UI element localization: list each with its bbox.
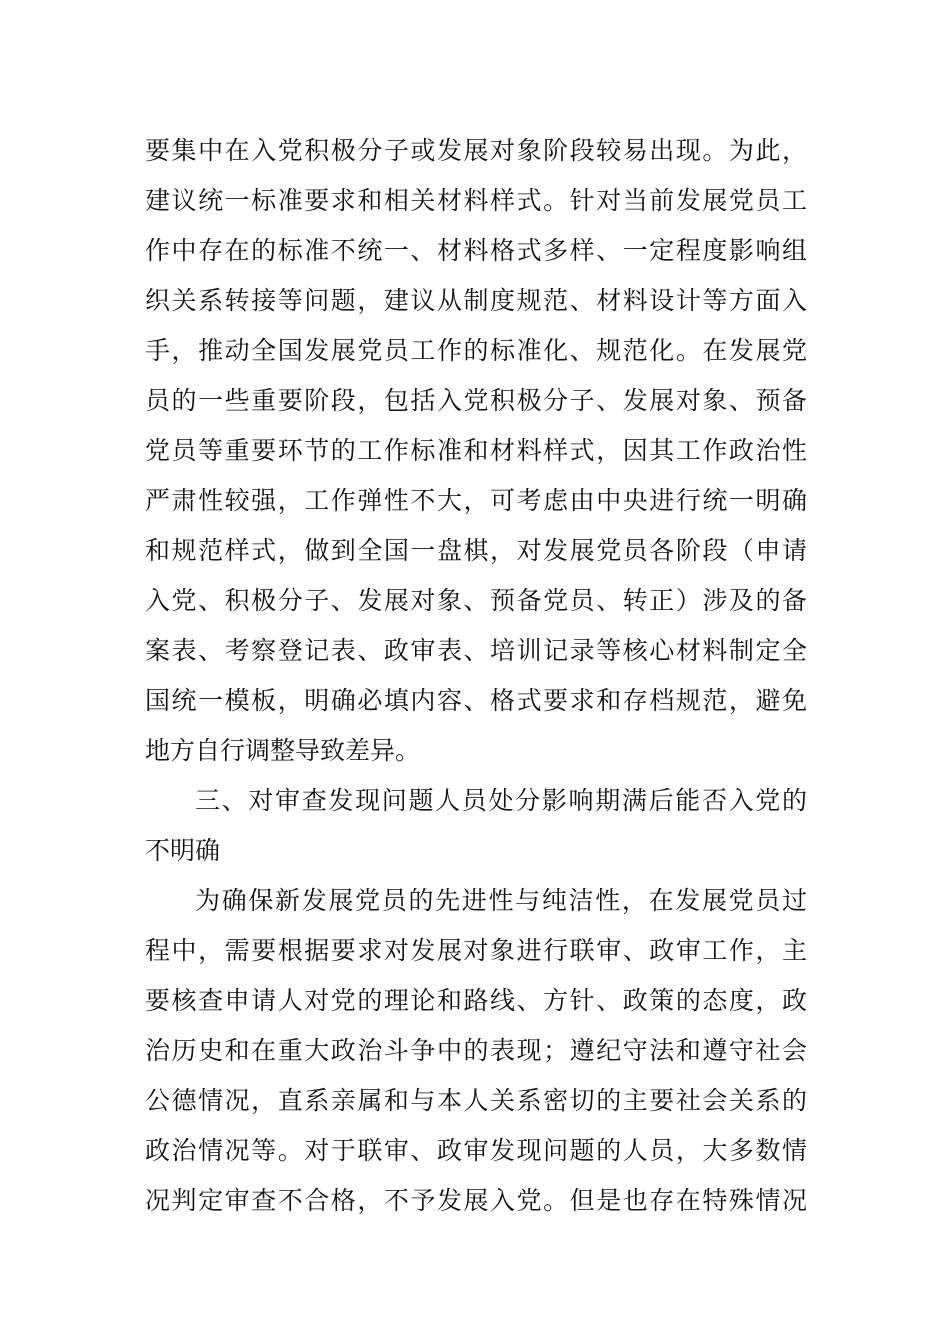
- text-line: 地方自行调整导致差异。: [145, 736, 421, 765]
- text-line: 手，推动全国发展党员工作的标准化、规范化。在发展党: [145, 336, 807, 365]
- text-line: 程中，需要根据要求对发展对象进行联审、政审工作，主: [145, 936, 807, 965]
- paragraph-start: 为确保新发展党员的先进性与纯洁性，在发展党员过: [195, 886, 807, 915]
- text-line: 作中存在的标准不统一、材料格式多样、一定程度影响组: [145, 236, 807, 265]
- text-line: 要核查申请人对党的理论和路线、方针、政策的态度，政: [145, 986, 807, 1015]
- text-line: 和规范样式，做到全国一盘棋，对发展党员各阶段（申请: [145, 536, 807, 565]
- text-line: 治历史和在重大政治斗争中的表现；遵纪守法和遵守社会: [145, 1036, 807, 1065]
- text-line: 建议统一标准要求和相关材料样式。针对当前发展党员工: [145, 186, 807, 215]
- text-line: 况判定审查不合格，不予发展入党。但是也存在特殊情况: [145, 1186, 807, 1215]
- text-line: 公德情况，直系亲属和与本人关系密切的主要社会关系的: [145, 1086, 807, 1115]
- text-line: 要集中在入党积极分子或发展对象阶段较易出现。为此，: [145, 136, 807, 165]
- section-heading: 三、对审查发现问题人员处分影响期满后能否入党的: [195, 786, 807, 815]
- section-heading-continued: 不明确: [145, 836, 221, 865]
- text-line: 入党、积极分子、发展对象、预备党员、转正）涉及的备: [145, 586, 807, 615]
- text-line: 员的一些重要阶段，包括入党积极分子、发展对象、预备: [145, 386, 807, 415]
- text-line: 案表、考察登记表、政审表、培训记录等核心材料制定全: [145, 636, 807, 665]
- text-line: 织关系转接等问题，建议从制度规范、材料设计等方面入: [145, 286, 807, 315]
- text-line: 党员等重要环节的工作标准和材料样式，因其工作政治性: [145, 436, 807, 465]
- text-line: 严肃性较强，工作弹性不大，可考虑由中央进行统一明确: [145, 486, 807, 515]
- text-line: 国统一模板，明确必填内容、格式要求和存档规范，避免: [145, 686, 807, 715]
- text-line: 政治情况等。对于联审、政审发现问题的人员，大多数情: [145, 1136, 807, 1165]
- body-text: [145, 126, 807, 1226]
